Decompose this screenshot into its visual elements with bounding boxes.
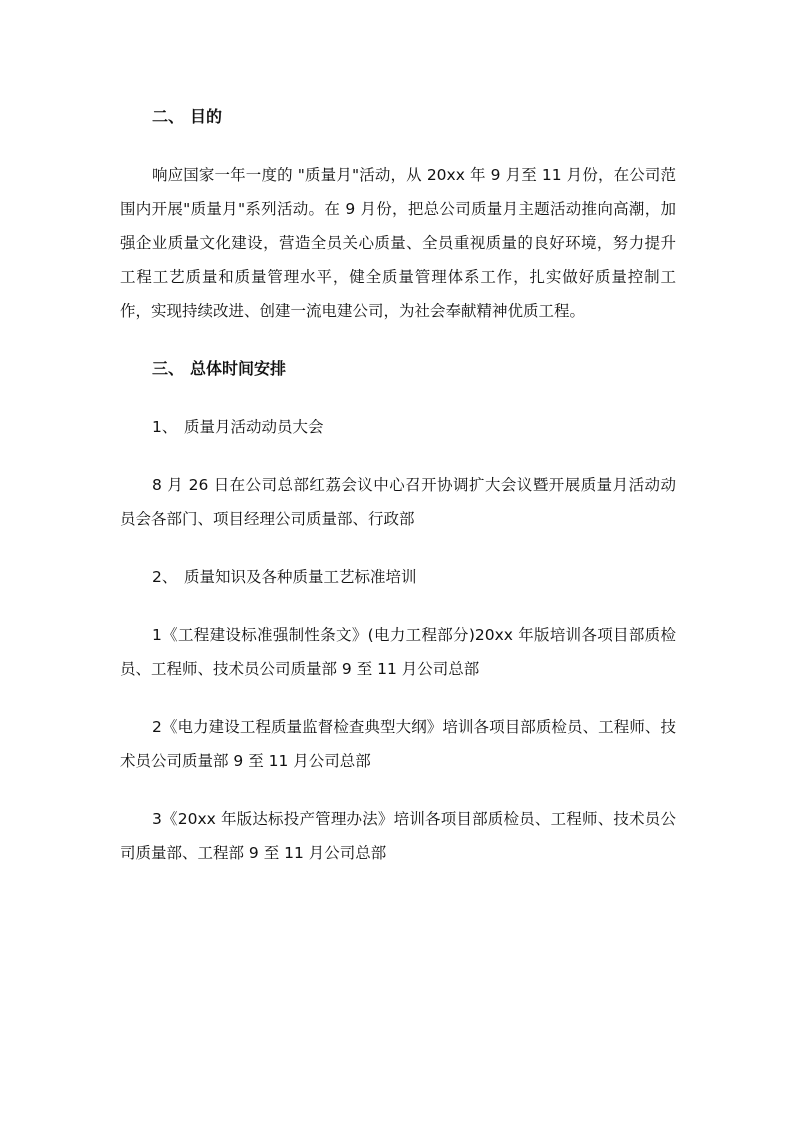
item-title: 质量知识及各种质量工艺标准培训 [184, 568, 417, 586]
section-title: 总体时间安排 [190, 359, 287, 378]
section-heading-purpose [120, 100, 676, 134]
item-heading-mobilization [120, 410, 676, 444]
document-content [120, 100, 676, 870]
section-heading-schedule [120, 352, 676, 386]
item-title: 质量月活动动员大会 [184, 418, 324, 436]
purpose-paragraph: 响应国家一年一度的 "质量月"活动，从 20xx 年 9 月至 11 月份，在公司范围内开展"质量月"系列活动。在 9 月份，把总公司质量月主题活动推向高潮，加强企业质量文化建设，营造全员关心质量、全员重视质量的良好环境，努力提升工程工艺质量和质量管理水平，健全质量管理体系工作，扎实做好质量控制工作，实现持续改进、创建一流电建公司，为社会奉献精神优质工程。 [120, 166, 676, 320]
training-item-2: 2《电力建设工程质量监督检查典型大纲》培训各项目部质检员、工程师、技术员公司质量部 9 至 11 月公司总部 [120, 718, 676, 770]
section-number: 二、 [152, 107, 185, 126]
section-title: 目的 [190, 107, 223, 126]
item-number: 2、 [152, 568, 178, 586]
item-number: 1、 [152, 418, 178, 436]
section-number: 三、 [152, 359, 185, 378]
training-item-1: 1《工程建设标准强制性条文》(电力工程部分)20xx 年版培训各项目部质检员、工程师、技术员公司质量部 9 至 11 月公司总部 [120, 626, 676, 678]
mobilization-paragraph: 8 月 26 日在公司总部红荔会议中心召开协调扩大会议暨开展质量月活动动员会各部门、项目经理公司质量部、行政部 [120, 476, 676, 528]
item-heading-training [120, 560, 676, 594]
training-item-3: 3《20xx 年版达标投产管理办法》培训各项目部质检员、工程师、技术员公司质量部、工程部 9 至 11 月公司总部 [120, 810, 676, 862]
